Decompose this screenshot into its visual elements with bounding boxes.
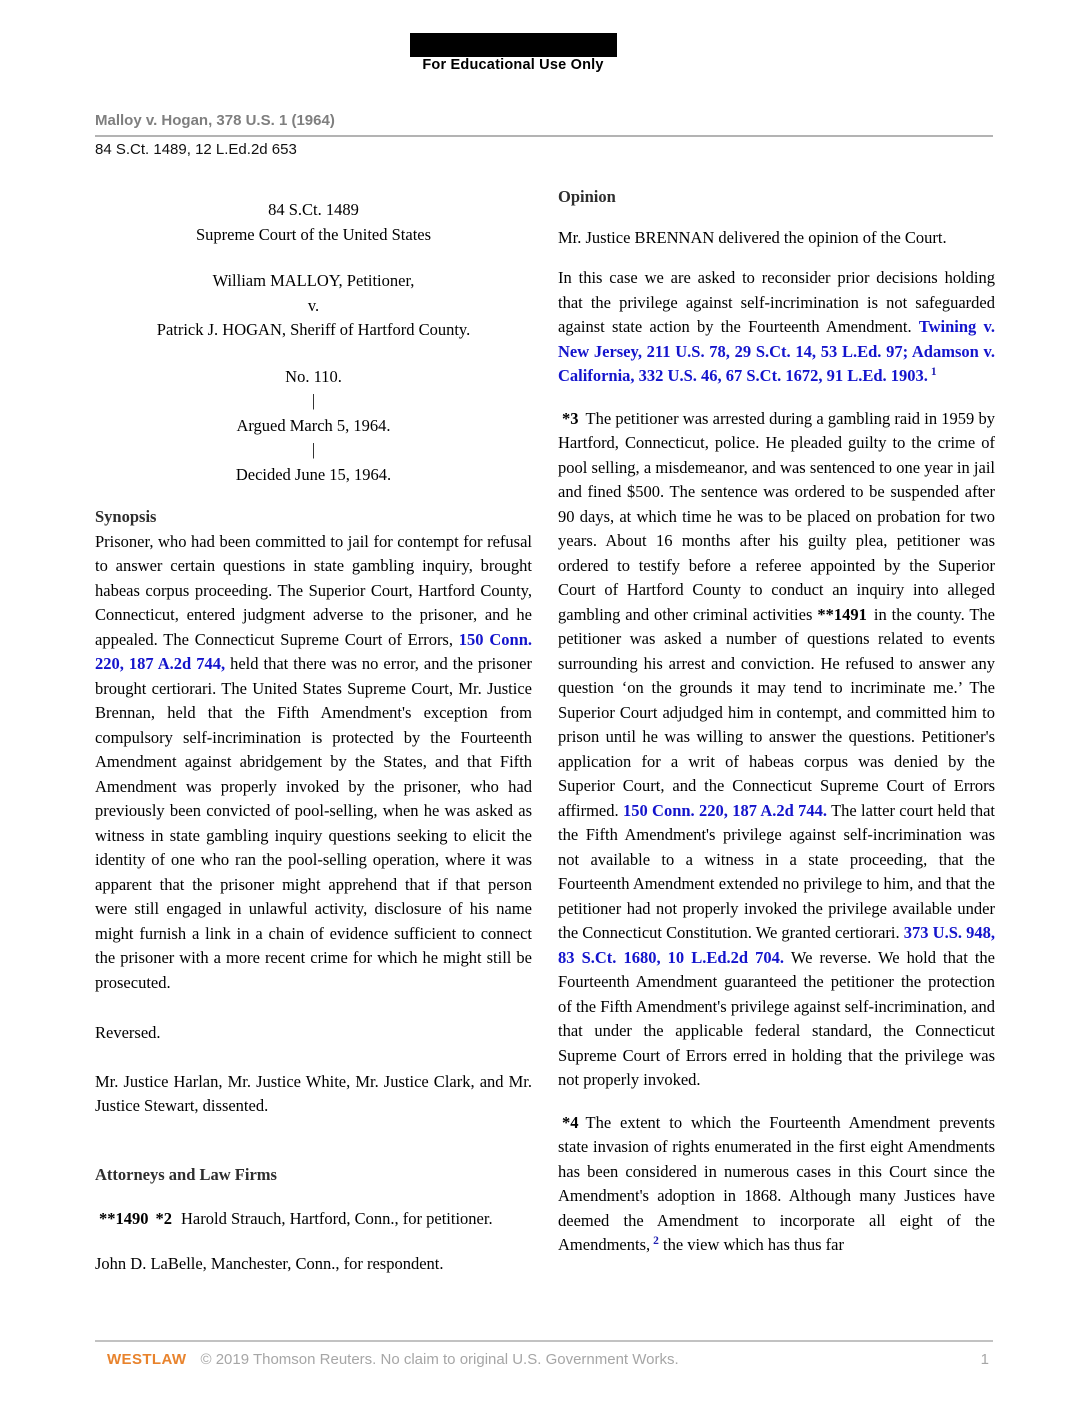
footnote-ref-2[interactable]: 2 (653, 1234, 659, 1247)
dissent-note: Mr. Justice Harlan, Mr. Justice White, Mr. Justice Clark, and Mr. Justice Stewart, dissented. (95, 1071, 532, 1115)
attorneys-heading: Attorneys and Law Firms (95, 1164, 277, 1184)
caption-respondent: Patrick J. HOGAN, Sheriff of Hartford County. (156, 320, 471, 339)
opinion-text: in the county. The petitioner was asked a number of questions related to events surrounding his arrest and conviction. He refused to answer any question ‘on the grounds it may tend to incriminate me.’ The Superior Court adjudged him in contempt, and committed him to prison until he was willing to answer the questions. Petitioner's application for a writ of habeas corpus was denied by the Superior Court, and the Connecticut Supreme Court of Errors affirmed. (558, 604, 996, 820)
synopsis-text: held that there was no error, and the prisoner brought certiorari. The United States Supreme Court, Mr. Justice Brennan, held that the Fifth Amendment's exception from compulsory self-incrimination is protected by the Fourteenth Amendment against abridgement by the States, and that Fifth Amendment was properly invoked by the prisoner, who had previously been convicted of pool-selling, when he was asked as witness in state gambling inquiry questions seeking to elicit the identity of one who ran the pool-selling operation, where it was apparent that the prisoner might apprehend that if that person were still engaged in unlawful activity, disclosure of his name might furnish a link in a chain of evidence sufficient to connect the prisoner with a more recent crime for which he might still be prosecuted. (95, 654, 532, 992)
left-column (95, 198, 532, 1276)
footer-divider (95, 1340, 993, 1342)
opinion-text: We reverse. We hold that the Fourteenth Amendment guaranteed the petitioner the protection of the Fifth Amendment's privilege against self-incrimination, and that under the applicable federal standard, the Connecticut Supreme Court of Errors erred in holding that the privilege was not properly invoked. (558, 947, 996, 1089)
caption-docket: No. 110. (285, 366, 342, 386)
synopsis-heading: Synopsis (95, 507, 157, 526)
educational-use-banner (405, 33, 621, 73)
page-number: 1 (980, 1351, 989, 1368)
citation-link-certiorari[interactable]: 373 U.S. 948, 83 S.Ct. 1680, 10 L.Ed.2d 704. (558, 923, 996, 967)
case-caption (95, 198, 532, 487)
opinion-text: The petitioner was arrested during a gambling raid in 1959 by Hartford, Connecticut, police. He pleaded guilty to the crime of pool selling, a misdemeanor, and was sentenced to one year in jail and fined $500. The sentence was ordered to be suspended after 90 days, at which time he was to be placed on probation for two years. About 16 months after his guilty plea, petitioner was ordered to testify before a referee appointed by the Superior Court of Hartford County to conduct an inquiry into alleged gambling and other criminal activities (558, 408, 995, 624)
caption-separator: | (311, 391, 316, 410)
copyright-notice: © 2019 Thomson Reuters. No claim to original U.S. Government Works. (200, 1351, 679, 1368)
caption-court: Supreme Court of the United States (195, 224, 432, 244)
caption-versus: v. (307, 295, 320, 315)
caption-decided: Decided June 15, 1964. (235, 464, 392, 484)
star-page-marker: *4 (562, 1112, 579, 1132)
header-divider (95, 135, 993, 137)
opinion-byline: Mr. Justice BRENNAN delivered the opinion of the Court. (558, 227, 947, 247)
document-header (95, 112, 993, 158)
opinion-heading: Opinion (558, 187, 616, 206)
opinion-paragraph-2 (558, 407, 995, 1093)
counsel-respondent: John D. LaBelle, Manchester, Conn., for respondent. (95, 1253, 444, 1273)
star-paragraph-marker: *2 (155, 1209, 172, 1228)
citation-line: 84 S.Ct. 1489, 12 L.Ed.2d 653 (95, 141, 297, 158)
counsel-petitioner-text: Harold Strauch, Hartford, Conn., for petitioner. (181, 1209, 493, 1228)
caption-reporter: 84 S.Ct. 1489 (268, 200, 359, 219)
footnote-ref-1[interactable]: 1 (930, 365, 937, 378)
star-page-marker: **1491 (817, 604, 867, 624)
opinion-text: the view which has thus far (658, 1235, 844, 1254)
opinion-text: The extent to which the Fourteenth Amendment prevents state invasion of rights enumerated in the first eight Amendments has been considered in numerous cases in this Court since the Amendment's adoption in 1868. Although many Justices have deemed the Amendment to incorporate all eight of the Amendments, (558, 1112, 995, 1254)
opinion-text: The latter court held that the Fifth Amendment's privilege against self-incrimination was not available to a witness in a state proceeding, that the Fourteenth Amendment extended no privilege to him, and that the petitioner had not properly invoked the privilege available under the Connecticut Constitution. We granted certiorari. (558, 800, 995, 942)
star-page-marker: *3 (562, 408, 579, 428)
banner-label: For Educational Use Only (422, 57, 604, 73)
redacted-logo-box (410, 33, 617, 57)
footer-row (95, 1351, 993, 1368)
opinion-paragraph-3 (558, 1111, 995, 1258)
opinion-text: In this case we are asked to reconsider prior decisions holding that the privilege against self-incrimination is not safeguarded against state action by the Fourteenth Amendment. (558, 268, 995, 336)
citation-link-conn[interactable]: 150 Conn. 220, 187 A.2d 744, (95, 629, 532, 673)
disposition: Reversed. (95, 1023, 161, 1042)
caption-argued: Argued March 5, 1964. (236, 415, 391, 435)
citation-link-conn-affirmed[interactable]: 150 Conn. 220, 187 A.2d 744. (622, 800, 828, 820)
case-title: Malloy v. Hogan, 378 U.S. 1 (1964) (95, 112, 335, 129)
right-column (558, 185, 995, 1258)
page-footer (95, 1340, 993, 1368)
westlaw-logo: WESTLAW (107, 1351, 187, 1368)
synopsis-paragraph (95, 530, 532, 996)
caption-separator: | (311, 440, 316, 459)
synopsis-text: Prisoner, who had been committed to jail for contempt for refusal to answer certain questions in state gambling inquiry, brought habeas corpus proceeding. The Superior Court, Hartford County, Connecticut, entered judgment adverse to the prisoner, and he appealed. The Connecticut Supreme Court of Errors, (95, 531, 532, 649)
counsel-petitioner (95, 1207, 532, 1232)
caption-petitioner: William MALLOY, Petitioner, (212, 271, 415, 290)
star-page-marker: **1490 (99, 1209, 149, 1228)
citation-link-twining-adamson[interactable]: Twining v. New Jersey, 211 U.S. 78, 29 S.Ct. 14, 53 L.Ed. 97; Adamson v. California, 332 U.S. 46, 67 S.Ct. 1672, 91 L.Ed. 1903. (558, 317, 995, 385)
opinion-paragraph-1 (558, 266, 995, 389)
